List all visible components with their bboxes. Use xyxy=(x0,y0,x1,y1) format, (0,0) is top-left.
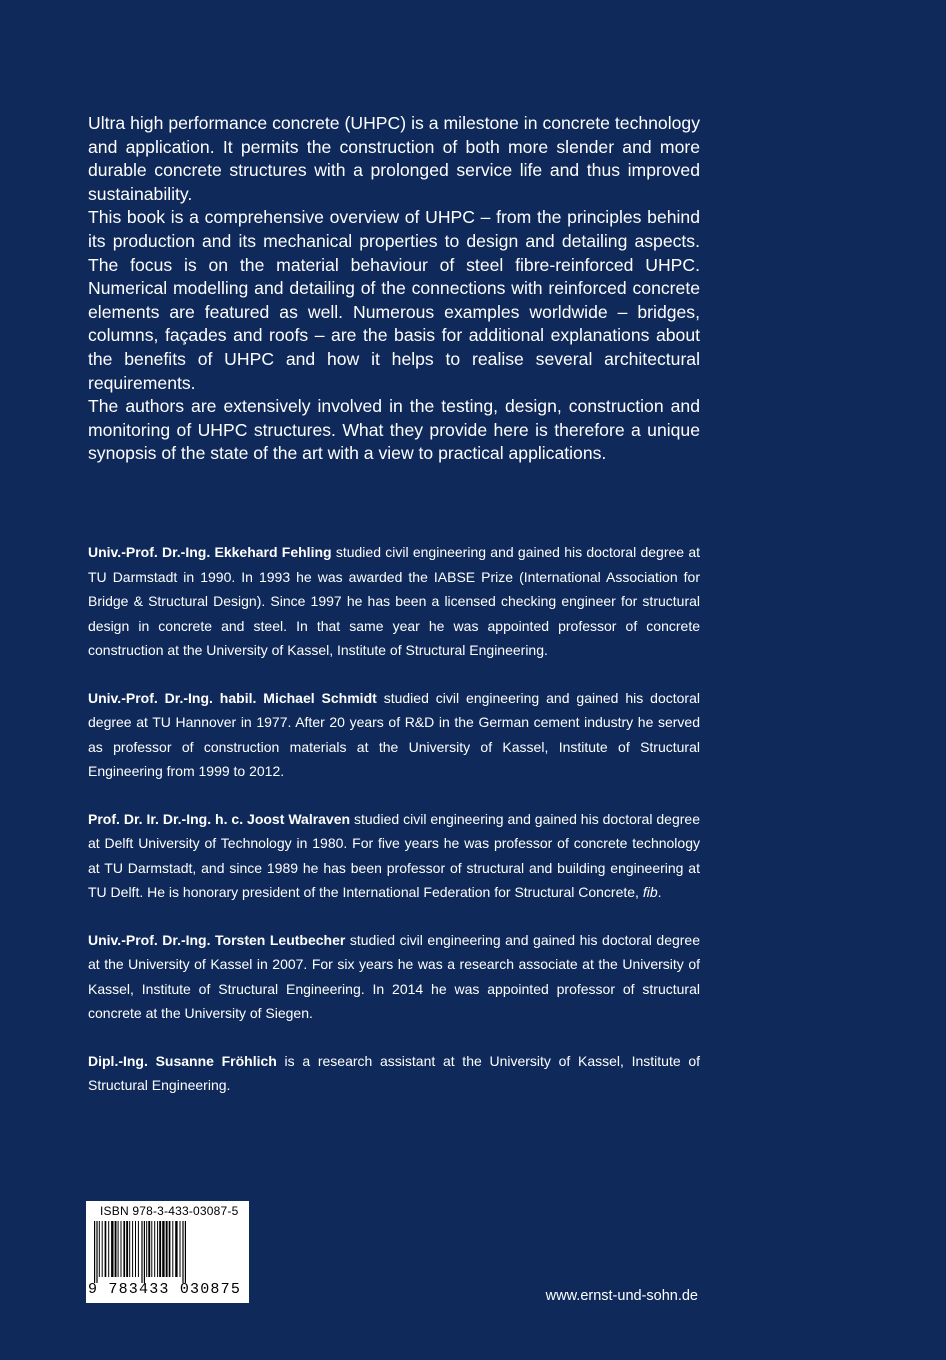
barcode-bar xyxy=(102,1221,103,1277)
barcode-bar xyxy=(148,1221,150,1277)
author-name: Dipl.-Ing. Susanne Fröhlich xyxy=(88,1052,277,1069)
barcode-bar xyxy=(138,1221,139,1277)
barcode-bar xyxy=(154,1221,155,1277)
publisher-website: www.ernst-und-sohn.de xyxy=(545,1288,698,1304)
barcode-bar xyxy=(169,1221,171,1277)
author-name: Univ.-Prof. Dr.-Ing. Torsten Leutbecher xyxy=(88,931,346,948)
barcode-bar xyxy=(144,1221,145,1283)
barcode-bar xyxy=(132,1221,133,1277)
isbn-label: ISBN 978-3-433-03087-5 xyxy=(100,1204,239,1218)
barcode-bar xyxy=(166,1221,168,1277)
barcode-bar xyxy=(118,1221,119,1277)
author-bio-text: studied civil engineering and gained his doctoral degree at TU Darmstadt in 1990. In 1993 he was awarded the IABSE Prize (International Association for Bridge & Structural Design). Since 1997 he has been a licensed checking engineer for structural design in concrete and steel. In that same year he was appointed professor of concrete construction at the University of Kassel, Institute of Structural Engineering. xyxy=(88,544,701,658)
author-bio-leutbecher xyxy=(88,928,700,1026)
author-name: Univ.-Prof. Dr.-Ing. habil. Michael Schmidt xyxy=(88,689,377,706)
barcode-bar xyxy=(99,1221,100,1277)
barcode-bar xyxy=(108,1221,109,1277)
barcode-bar xyxy=(157,1221,158,1277)
barcode-bar xyxy=(94,1221,95,1283)
barcode-bar xyxy=(151,1221,152,1277)
author-biographies xyxy=(88,540,700,1121)
barcode-bar xyxy=(159,1221,161,1277)
description-paragraph: Ultra high performance concrete (UHPC) is a milestone in concrete technology and application. It permits the construction of both more slender and more durable concrete structures with a prolonged service life and thus improved sustainability. xyxy=(88,113,700,204)
barcode-bar xyxy=(111,1221,113,1277)
barcode-digits: 9 783433 030875 xyxy=(88,1281,242,1298)
barcode-bar xyxy=(182,1221,183,1283)
description-paragraph: The authors are extensively involved in the testing, design, construction and monitoring of UHPC structures. What they provide here is therefore a unique synopsis of the state of the art with a view to practical applications. xyxy=(88,396,700,464)
barcode-bar xyxy=(126,1221,128,1277)
author-bio-fehling xyxy=(88,540,700,663)
author-bio-italic: fib xyxy=(642,884,658,900)
book-description xyxy=(88,112,700,466)
barcode-bar xyxy=(172,1221,173,1277)
barcode-bar xyxy=(146,1221,147,1277)
barcode-bar xyxy=(185,1221,186,1283)
isbn-barcode xyxy=(86,1201,249,1303)
author-name: Univ.-Prof. Dr.-Ing. Ekkehard Fehling xyxy=(88,544,332,560)
barcode-bar xyxy=(123,1221,125,1277)
barcode-bar xyxy=(96,1221,97,1283)
barcode-bar xyxy=(129,1221,130,1277)
author-bio-froehlich xyxy=(88,1049,700,1098)
barcode-bar xyxy=(135,1221,136,1277)
barcode-bar xyxy=(105,1221,107,1277)
author-bio-text: is a research assistant at the University of Kassel, Institute of Structural Engineering. xyxy=(88,1052,700,1093)
author-bio-walraven xyxy=(88,807,700,905)
author-bio-end: . xyxy=(657,884,662,900)
author-bio-schmidt xyxy=(88,686,700,784)
barcode-bar xyxy=(175,1221,177,1277)
description-paragraph: This book is a comprehensive overview of UHPC – from the principles behind its production and its mechanical properties to design and detailing aspects. The focus is on the material behaviour of steel fibre-reinforced UHPC. Numerical modelling and detailing of the connections with reinforced concrete elements are featured as well. Numerous examples worldwide – bridges, columns, façades and roofs – are the basis for additional explanations about the benefits of UHPC and how it helps to realise several architectural requirements. xyxy=(88,207,700,393)
author-bio-text: studied civil engineering and gained his doctoral degree at the University of Kassel in 2007. For six years he was a research associate at the University of Kassel, Institute of Structural Engineering. In 2014 he was appointed professor of structural concrete at the University of Siegen. xyxy=(88,931,700,1021)
barcode-bar xyxy=(115,1221,117,1277)
barcode-bar xyxy=(121,1221,122,1277)
barcode-bars xyxy=(92,1221,243,1283)
author-bio-text: studied civil engineering and gained his doctoral degree at TU Hannover in 1977. After 20 years of R&D in the German cement industry he served as professor of construction materials at the University of Kassel, Institute of Structural Engineering from 1999 to 2012. xyxy=(88,689,700,779)
barcode-bar xyxy=(180,1221,181,1277)
author-bio-text: studied civil engineering and gained his doctoral degree at Delft University of Technology in 1980. For five years he was professor of concrete technology at TU Darmstadt, and since 1989 he has been professor of structural and building engineering at TU Delft. He is honorary president of the International Federation for Structural Concrete, xyxy=(88,810,700,900)
barcode-bar xyxy=(162,1221,164,1277)
barcode-bar xyxy=(141,1221,142,1283)
author-name: Prof. Dr. Ir. Dr.-Ing. h. c. Joost Walraven xyxy=(88,810,351,827)
